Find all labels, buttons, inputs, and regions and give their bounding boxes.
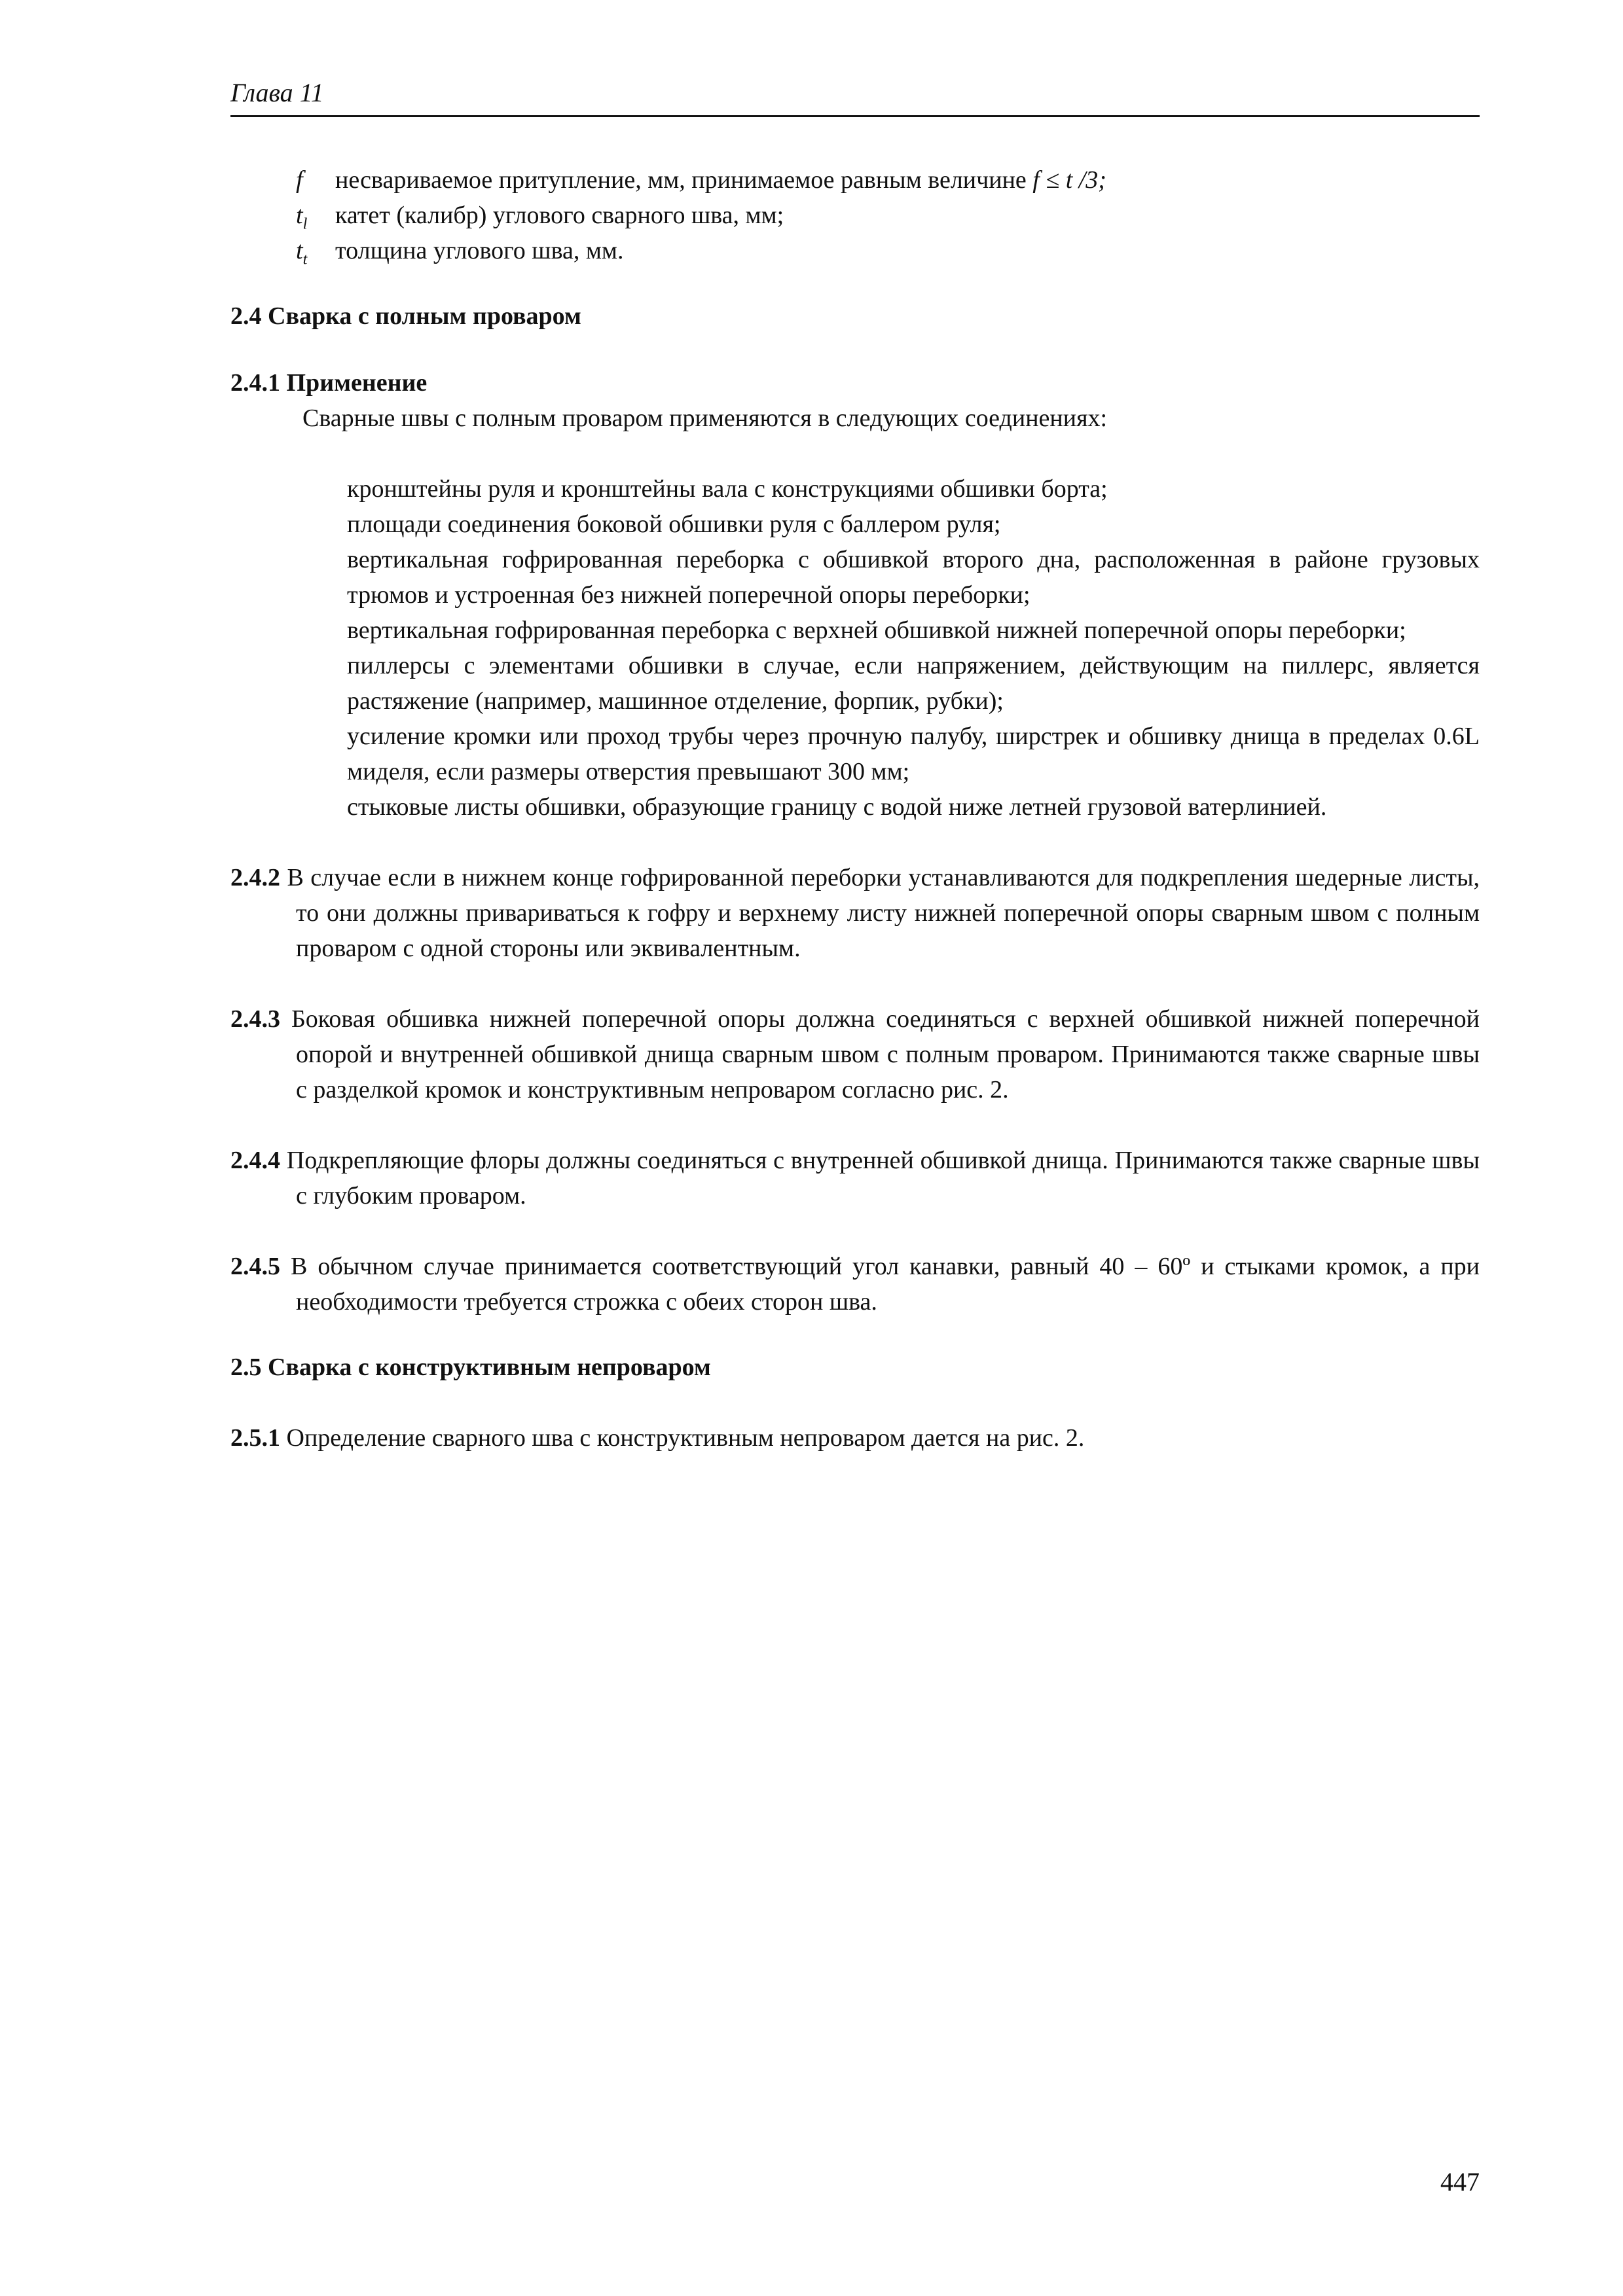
section-heading-2-5: 2.5 Сварка с конструктивным непроваром [230, 1354, 711, 1381]
chapter-header: Глава 11 [230, 78, 324, 107]
paragraph-number: 2.4.2 [230, 864, 280, 891]
definition-symbol: $t_l$ [296, 202, 308, 233]
paragraph-2-4-4 [230, 1143, 1480, 1213]
paragraph-number: 2.5.1 [230, 1424, 280, 1452]
paragraph-text: В обычном случае принимается соответствующий угол канавки, равный 40 – 60º и стыками кромок, а при необходимости требуется строжка с обеих сторон шва. [291, 1253, 1480, 1316]
header-divider [230, 115, 1480, 117]
definition-text: толщина углового шва, мм. [335, 237, 624, 264]
definition-symbol: f [296, 166, 303, 194]
list-item: усиление кромки или проход трубы через прочную палубу, ширстрек и обшивку днища в пределах 0.6L миделя, если размеры отверстия превышают 300 мм; [347, 723, 1480, 785]
definition-symbol: $t_t$ [296, 237, 308, 268]
list-item: пиллерсы с элементами обшивки в случае, если напряжением, действующим на пиллерс, является растяжение (например, машинное отделение, форпик, рубки); [347, 652, 1480, 715]
paragraph-text: Боковая обшивка нижней поперечной опоры должна соединяться с верхней обшивкой нижней поперечной опорой и внутренней обшивкой днища сварным швом с полным проваром. Принимаются также сварные швы с разделкой кромок и конструктивным непроваром согласно рис. 2. [291, 1005, 1480, 1103]
definition-text: катет (калибр) углового сварного шва, мм; [335, 202, 784, 229]
paragraph-number: 2.4.4 [230, 1147, 280, 1174]
subsection-intro: Сварные швы с полным проваром применяются в следующих соединениях: [302, 404, 1108, 432]
application-list [347, 471, 1480, 825]
page-content [230, 162, 1480, 1456]
list-item: площади соединения боковой обшивки руля с баллером руля; [347, 511, 1001, 538]
paragraph-text: Определение сварного шва с конструктивным непроваром дается на рис. 2. [286, 1424, 1085, 1452]
section-heading-2-4: 2.4 Сварка с полным проваром [230, 302, 581, 330]
page-number: 447 [1440, 2167, 1480, 2197]
list-item: стыковые листы обшивки, образующие границу с водой ниже летней грузовой ватерлинией. [347, 793, 1327, 821]
definition-formula: f ≤ t /3; [1032, 166, 1106, 194]
paragraph-2-5-1 [230, 1420, 1480, 1456]
paragraph-2-4-5 [230, 1249, 1480, 1319]
paragraph-text: Подкрепляющие флоры должны соединяться с внутренней обшивкой днища. Принимаются также сварные швы с глубоким проваром. [286, 1147, 1480, 1210]
definition-row [230, 162, 1480, 198]
list-item: кронштейны руля и кронштейны вала с конструкциями обшивки борта; [347, 475, 1108, 503]
paragraph-text: В случае если в нижнем конце гофрированной переборки устанавливаются для подкрепления шедерные листы, то они должны привариваться к гофру и верхнему листу нижней поперечной опоры сварным швом с полным проваром с одной стороны или эквивалентным. [287, 864, 1480, 962]
paragraph-number: 2.4.5 [230, 1253, 280, 1280]
list-item: вертикальная гофрированная переборка с верхней обшивкой нижней поперечной опоры переборки; [347, 617, 1406, 644]
definition-text: несвариваемое притупление, мм, принимаемое равным величине f ≤ t /3; [335, 166, 1106, 194]
list-item: вертикальная гофрированная переборка с обшивкой второго дна, расположенная в районе грузовых трюмов и устроенная без нижней поперечной опоры переборки; [347, 546, 1480, 609]
paragraph-2-4-3 [230, 1001, 1480, 1107]
subsection-heading-2-4-1: 2.4.1 Применение [230, 369, 428, 397]
paragraph-number: 2.4.3 [230, 1005, 280, 1033]
paragraph-2-4-2 [230, 860, 1480, 966]
definition-row [230, 233, 1480, 268]
definition-row [230, 198, 1480, 233]
